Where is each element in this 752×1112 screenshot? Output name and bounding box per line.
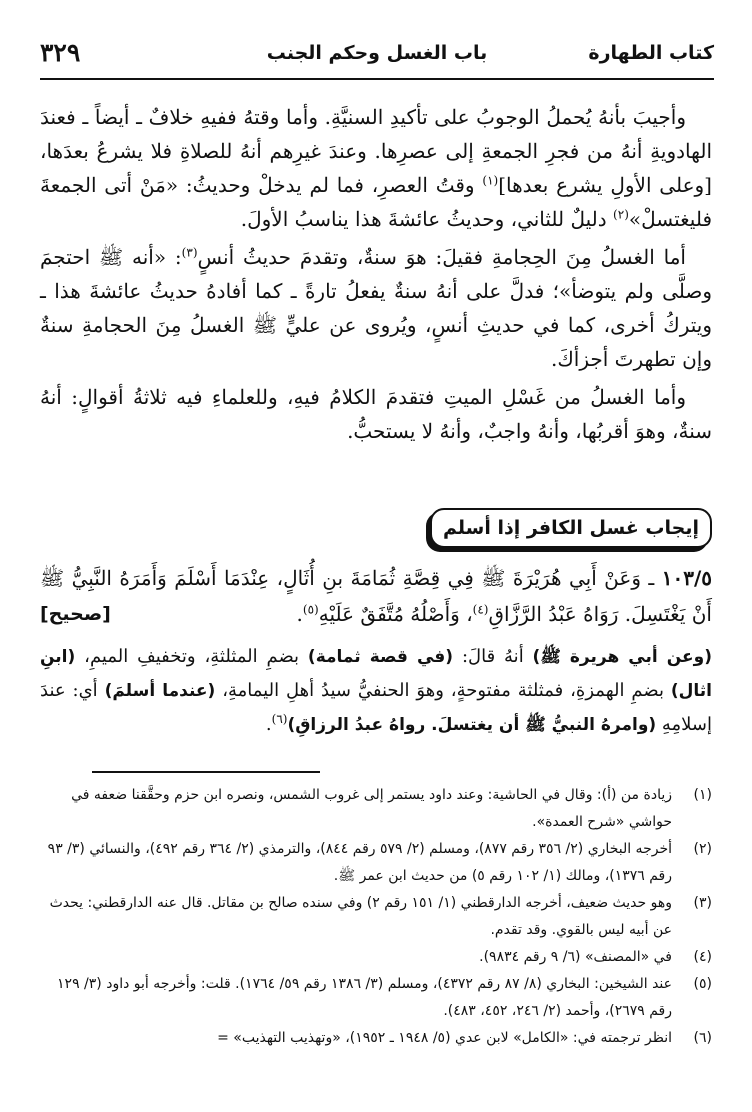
section-heading: إيجاب غسل الكافر إذا أسلم xyxy=(430,508,712,548)
footnote-ref-1: (١) xyxy=(482,173,499,188)
footnote-ref-6: (٦) xyxy=(271,712,288,726)
footnotes xyxy=(40,782,712,1052)
footnote: (٥) عند الشيخين: البخاري (٨/ ٨٧ رقم ٤٣٧٢)، ومسلم (٣/ ١٣٨٦ رقم ٥٩/ ١٧٦٤). قلت: وأخرجه أبو داود (٣/ ١٢٩ رقم ٢٦٧٩)، وأحمد (٢/ ٢٤٦، ٤٥٢، ٤٨٣). xyxy=(57,976,712,1019)
footnote-ref-3: (٣) xyxy=(181,245,198,260)
page-number: ٣٢٩ xyxy=(40,38,81,67)
footnote-ref-4: (٤) xyxy=(472,602,489,617)
commentary-text: (وعن أبي هريرة ﷺ) أنهُ قالَ: (في قصة ثمامة) بضمِ المثلثةِ، وتخفيفِ الميمِ، (ابنِ اثال) بضمِ الهمزةِ، فمثلثة مفتوحةٍ، وهوَ الحنفيُّ سيدُ أهلِ اليمامةِ، (عندما أسلمَ) أي: عندَ إسلامِهِ (وامرهُ النبيُّ ﷺ أن يغتسلَ. رواهُ عبدُ الرزاقِ)$^{(٦)}$. xyxy=(40,646,713,735)
footnote-ref-2: (٢) xyxy=(613,207,629,222)
paragraph-cupping-ghusl: أما الغسلُ مِنَ الحِجامةِ فقيلَ: هوَ سنةٌ، وتقدمَ حديثُ أنسٍ$^{(٣)}$: «أنه ﷺ احتجمَ وصلَّى ولم يتوضأ»؛ فدلَّ على أنهُ سنةٌ يفعلُ تارةً ـ كما أفادهُ حديثُ عائشةَ هذا ـ ويتركُ أخرى، كما في حديثِ أنسٍ، ويُروى عن عليٍّ ﷺ الغسلُ مِنَ الحجامةِ سنةٌ وإن تطهرتَ أجزأكَ. xyxy=(40,245,712,371)
footnote: (٤) في «المصنف» (٦/ ٩ رقم ٩٨٣٤). xyxy=(479,949,712,965)
hadith-number: ١٠٣/٥ xyxy=(661,566,712,590)
chapter-title: باب الغسل وحكم الجنب xyxy=(266,42,488,64)
paragraph-friday-ghusl: وأجيبَ بأنهُ يُحملُ الوجوبُ على تأكيدِ السنيَّةِ. وأما وقتهُ ففيهِ خلافٌ ـ أيضاً ـ فعندَ الهادويةِ أنهُ من فجرِ الجمعةِ إلى عصرِها. وعندَ غيرِهم أنهُ للصلاةِ فلا يشرعُ بعدَها، [وعلى الأولِ يشرع بعدها]$^{(١)}$ وقتُ العصرِ، فما لم يدخلْ وحديثُ: «مَنْ أتى الجمعةَ فليغتسلْ»$^{(٢)}$ دليلٌ للثاني، وحديثُ عائشةَ هذا يناسبُ الأولَ. xyxy=(40,105,712,231)
book-title: كتاب الطهارة xyxy=(588,42,714,64)
main-text xyxy=(40,100,712,448)
footnote-ref-5: (٥) xyxy=(302,602,319,617)
footnote: (٣) وهو حديث ضعيف، أخرجه الدارقطني (١/ ١٥١ رقم ٢) وفي سنده صالح بن مقاتل. قال عنه الدارقطني: يحدث عن أبيه ليس بالقوي. وقد تقدم. xyxy=(49,895,712,938)
authenticity-grade: [صحيح] xyxy=(40,603,111,625)
footnote: (٦) انظر ترجمته في: «الكامل» لابن عدي (٥/ ١٩٤٨ ـ ١٩٥٢)، «وتهذيب التهذيب» = xyxy=(217,1030,712,1046)
footnote-divider xyxy=(92,771,320,773)
running-header xyxy=(40,38,714,80)
footnote: (٢) أخرجه البخاري (٢/ ٣٥٦ رقم ٨٧٧)، ومسلم (٢/ ٥٧٩ رقم ٨٤٤)، والترمذي (٢/ ٣٦٤ رقم ٤٩٢)، والنسائي (٣/ ٩٣ رقم ١٣٧٦)، ومالك (١/ ١٠٢ رقم ٥) من حديث ابن عمر ﷺ. xyxy=(47,841,712,884)
hadith-text: ١٠٣/٥ ـ وَعَنْ أَبِي هُرَيْرَةَ ﷺ فِي قِصَّةِ ثُمَامَةَ بنِ أُثَالٍ، عِنْدَمَا أَسْلَمَ وَأَمَرَهُ النَّبِيُّ ﷺ أَنْ يَغْتَسِلَ. رَوَاهُ عَبْدُ الرَّزَّاقِ$^{(٤)}$، وَأَصْلُهُ مُتَّفَقٌ عَلَيْهِ$^{(٥)}$. [صحيح] xyxy=(40,560,712,632)
footnote: (١) زيادة من (أ): وقال في الحاشية: وعند داود يستمر إلى غروب الشمس، ونصره ابن حزم وحقَّقنا ضعفه في حواشي «شرح العمدة». xyxy=(71,787,712,830)
paragraph-washing-dead: وأما الغسلُ من غَسْلِ الميتِ فتقدمَ الكلامُ فيهِ، وللعلماءِ فيه ثلاثةُ أقوالٍ: أنهُ سنةٌ، وهوَ أقربُها، وأنهُ واجبٌ، وأنهُ لا يستحبُّ. xyxy=(40,385,712,443)
